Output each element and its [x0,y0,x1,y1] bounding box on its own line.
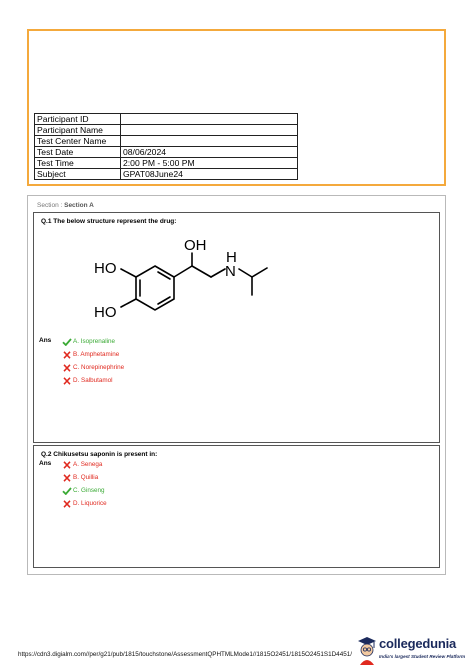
isoprenaline-structure [59,233,279,343]
table-row [35,114,298,125]
table-row [35,136,298,147]
question-2-title: Q.2 Chikusetsu saponin is present in: [41,451,158,458]
collegedunia-logo[interactable] [355,632,470,668]
option-text: B. Amphetamine [73,351,120,358]
option-b [62,348,124,361]
option-c [62,484,107,497]
ho-label-lower: HO [94,304,117,321]
section-name: Section A [64,202,94,209]
question-2-options [62,458,107,510]
question-1-box [33,212,440,443]
question-1-title: Q.1 The below structure represent the drug: [41,218,177,225]
option-text: A. Isoprenaline [73,338,116,345]
option-text: D. Salbutamol [73,377,113,384]
cross-icon [62,474,72,482]
info-label: Participant ID [35,114,121,125]
info-value [121,136,298,147]
ho-label-upper: HO [94,260,117,277]
oh-label-top: OH [184,237,207,254]
option-d [62,497,107,510]
option-text: D. Liquorice [73,500,107,507]
logo-tagline: India's largest Student Review Platform [379,654,466,659]
option-text: C. Norepinephrine [73,364,125,371]
check-icon [62,487,72,495]
check-icon [62,338,72,346]
cross-icon [62,364,72,372]
nh-label-n: N [225,263,236,280]
student-mascot-icon [355,634,379,666]
info-value: 2:00 PM - 5:00 PM [121,158,298,169]
option-a [62,458,107,471]
cross-icon [62,500,72,508]
info-label: Test Center Name [35,136,121,147]
nh-label-h: H [226,249,237,266]
answer-label: Ans [39,337,52,344]
footer-url[interactable]: https://cdn3.digialm.com//per/g21/pub/1815/touchstone/AssessmentQPHTMLMode1//1815O2451/1815O2451S1D4451/ [18,651,352,658]
cross-icon [62,461,72,469]
table-row [35,158,298,169]
info-value [121,114,298,125]
info-label: Test Time [35,158,121,169]
answer-label: Ans [39,460,52,467]
participant-info-table [34,113,298,180]
option-b [62,471,107,484]
info-label: Test Date [35,147,121,158]
question-1-options [62,335,124,387]
section-prefix: Section : [37,202,63,209]
cross-icon [62,351,72,359]
table-row [35,169,298,180]
section-label [37,202,94,209]
option-text: A. Senega [73,461,103,468]
cross-icon [62,377,72,385]
info-label: Participant Name [35,125,121,136]
info-value: 08/06/2024 [121,147,298,158]
table-row [35,125,298,136]
option-a [62,335,124,348]
info-value: GPAT08June24 [121,169,298,180]
table-row [35,147,298,158]
info-value [121,125,298,136]
option-c [62,361,124,374]
info-label: Subject [35,169,121,180]
option-text: C. Ginseng [73,487,105,494]
option-d [62,374,124,387]
logo-name: collegedunia [379,636,457,651]
option-text: B. Quillia [73,474,99,481]
question-2-box [33,445,440,568]
